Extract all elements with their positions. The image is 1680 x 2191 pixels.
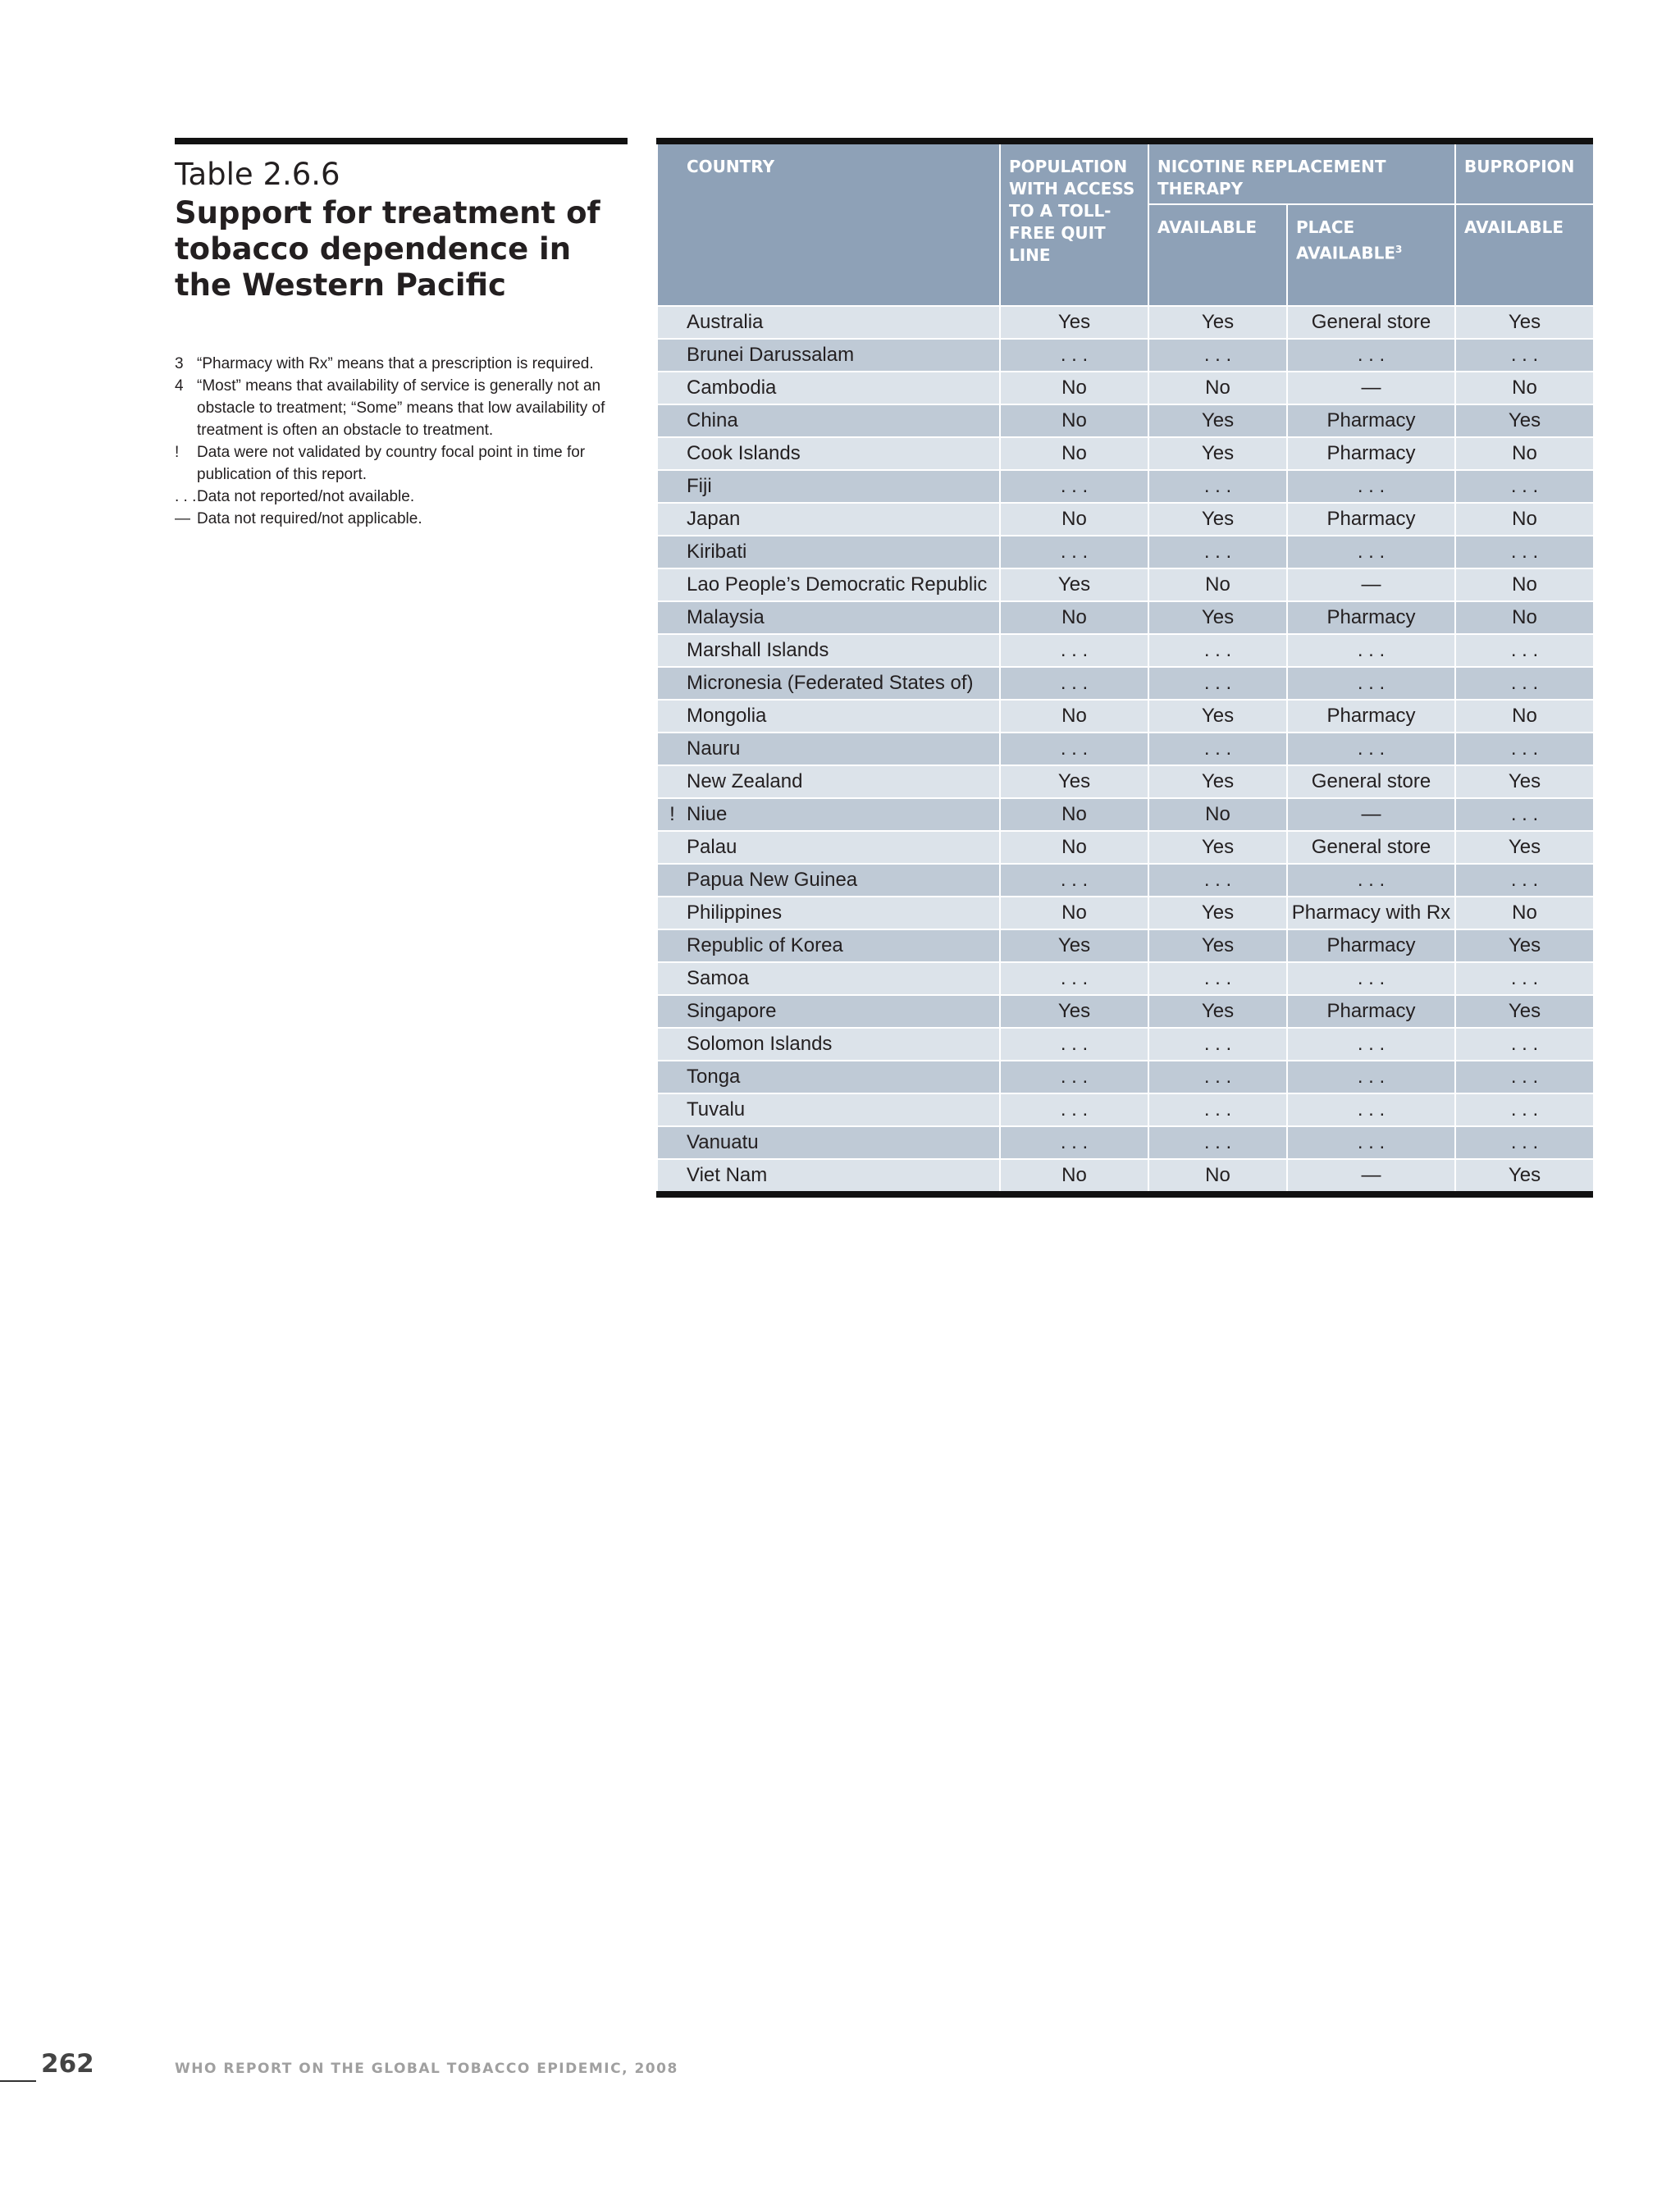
nrt-place-cell: . . . <box>1287 1028 1455 1061</box>
country-name: Singapore <box>687 1000 777 1022</box>
country-name: Cook Islands <box>687 442 801 464</box>
bupropion-cell: . . . <box>1455 470 1594 503</box>
footnote-text: “Pharmacy with Rx” means that a prescription is required. <box>197 355 594 372</box>
footnote <box>175 353 628 375</box>
country-cell <box>657 1061 1000 1093</box>
nrt-available-cell: Yes <box>1148 897 1287 929</box>
table-row <box>657 634 1594 667</box>
header-nrt-place-footnote: 3 <box>1395 244 1403 255</box>
nrt-place-cell: — <box>1287 568 1455 601</box>
bupropion-cell: No <box>1455 437 1594 470</box>
country-name: Tonga <box>687 1066 741 1088</box>
nrt-available-cell: . . . <box>1148 634 1287 667</box>
nrt-place-cell: . . . <box>1287 1061 1455 1093</box>
bupropion-cell: . . . <box>1455 634 1594 667</box>
nrt-available-cell: No <box>1148 798 1287 831</box>
header-country: COUNTRY <box>657 144 1000 306</box>
bupropion-cell: . . . <box>1455 536 1594 568</box>
country-cell <box>657 733 1000 765</box>
table-row <box>657 601 1594 634</box>
country-name: Lao People’s Democratic Republic <box>687 573 988 596</box>
report-title: WHO REPORT ON THE GLOBAL TOBACCO EPIDEMIC, 2008 <box>175 2061 678 2077</box>
nrt-available-cell: Yes <box>1148 503 1287 536</box>
country-cell <box>657 536 1000 568</box>
bupropion-cell: Yes <box>1455 1159 1594 1191</box>
country-cell <box>657 339 1000 372</box>
nrt-available-cell: . . . <box>1148 1126 1287 1159</box>
quitline-cell: Yes <box>1000 995 1148 1028</box>
bupropion-cell: Yes <box>1455 929 1594 962</box>
country-cell <box>657 962 1000 995</box>
nrt-available-cell: . . . <box>1148 667 1287 700</box>
header-nrt: NICOTINE REPLACEMENT THERAPY <box>1148 144 1455 204</box>
nrt-available-cell: Yes <box>1148 929 1287 962</box>
country-name: Tuvalu <box>687 1098 746 1121</box>
table-row <box>657 339 1594 372</box>
table-row <box>657 1159 1594 1191</box>
footnote <box>175 508 628 530</box>
quitline-cell: No <box>1000 404 1148 437</box>
table-row <box>657 404 1594 437</box>
country-name: Nauru <box>687 737 741 760</box>
bupropion-cell: . . . <box>1455 339 1594 372</box>
country-cell <box>657 437 1000 470</box>
quitline-cell: Yes <box>1000 765 1148 798</box>
footnote-mark: 4 <box>175 377 184 395</box>
table-row <box>657 568 1594 601</box>
table-title: Support for treatment of tobacco dependence in the Western Pacific <box>175 195 600 303</box>
quitline-cell: No <box>1000 798 1148 831</box>
bupropion-cell: Yes <box>1455 306 1594 339</box>
table-row <box>657 733 1594 765</box>
table-row <box>657 962 1594 995</box>
nrt-available-cell: . . . <box>1148 1028 1287 1061</box>
table-row <box>657 667 1594 700</box>
footnote-text: Data were not validated by country focal point in time for publication of this report. <box>197 444 586 483</box>
quitline-cell: No <box>1000 897 1148 929</box>
nrt-place-cell: — <box>1287 1159 1455 1191</box>
quitline-cell: No <box>1000 1159 1148 1191</box>
bupropion-cell: Yes <box>1455 831 1594 864</box>
nrt-available-cell: . . . <box>1148 470 1287 503</box>
table-row <box>657 831 1594 864</box>
quitline-cell: . . . <box>1000 864 1148 897</box>
quitline-cell: No <box>1000 831 1148 864</box>
country-name: Brunei Darussalam <box>687 344 855 366</box>
quitline-cell: . . . <box>1000 339 1148 372</box>
nrt-available-cell: Yes <box>1148 437 1287 470</box>
table-row <box>657 929 1594 962</box>
table-caption <box>175 138 628 530</box>
footnote-text: Data not required/not applicable. <box>197 510 422 527</box>
table-row <box>657 897 1594 929</box>
nrt-place-cell: — <box>1287 372 1455 404</box>
quitline-cell: . . . <box>1000 1126 1148 1159</box>
country-name: Samoa <box>687 967 750 989</box>
country-name: Niue <box>687 803 728 825</box>
nrt-place-cell: General store <box>1287 831 1455 864</box>
country-cell <box>657 1093 1000 1126</box>
bupropion-cell: No <box>1455 897 1594 929</box>
footnote <box>175 441 628 486</box>
nrt-place-cell: . . . <box>1287 733 1455 765</box>
bupropion-cell: No <box>1455 503 1594 536</box>
table-row <box>657 798 1594 831</box>
quitline-cell: Yes <box>1000 929 1148 962</box>
quitline-cell: No <box>1000 372 1148 404</box>
page-number-rule <box>0 2080 36 2082</box>
footnote-text: “Most” means that availability of service is generally not an obstacle to treatment; “Some” means that low availability of treatment is often an obstacle to treatment. <box>197 377 605 439</box>
country-cell <box>657 864 1000 897</box>
nrt-available-cell: Yes <box>1148 831 1287 864</box>
country-cell <box>657 568 1000 601</box>
nrt-available-cell: No <box>1148 568 1287 601</box>
footnote-mark: ! <box>175 444 180 461</box>
quitline-cell: . . . <box>1000 1028 1148 1061</box>
table-top-rule <box>656 138 1593 144</box>
nrt-available-cell: . . . <box>1148 962 1287 995</box>
table-row <box>657 470 1594 503</box>
country-cell <box>657 667 1000 700</box>
footnote <box>175 486 628 508</box>
nrt-place-cell: . . . <box>1287 864 1455 897</box>
country-cell <box>657 1126 1000 1159</box>
country-cell <box>657 404 1000 437</box>
country-name: Marshall Islands <box>687 639 829 661</box>
nrt-place-cell: . . . <box>1287 962 1455 995</box>
quitline-cell: No <box>1000 601 1148 634</box>
country-cell <box>657 601 1000 634</box>
bupropion-cell: No <box>1455 601 1594 634</box>
table-row <box>657 1061 1594 1093</box>
header-nrt-place <box>1287 204 1455 306</box>
bupropion-cell: . . . <box>1455 733 1594 765</box>
footnote-mark: 3 <box>175 355 184 372</box>
country-name: Philippines <box>687 902 783 924</box>
nrt-place-cell: Pharmacy <box>1287 437 1455 470</box>
nrt-place-cell: General store <box>1287 765 1455 798</box>
country-name: Vanuatu <box>687 1131 759 1153</box>
quitline-cell: Yes <box>1000 306 1148 339</box>
country-cell <box>657 700 1000 733</box>
bupropion-cell: Yes <box>1455 765 1594 798</box>
quitline-cell: . . . <box>1000 1061 1148 1093</box>
bupropion-cell: No <box>1455 700 1594 733</box>
country-name: Solomon Islands <box>687 1033 833 1055</box>
country-name: New Zealand <box>687 770 803 792</box>
nrt-place-cell: Pharmacy with Rx <box>1287 897 1455 929</box>
nrt-available-cell: . . . <box>1148 1061 1287 1093</box>
nrt-available-cell: . . . <box>1148 864 1287 897</box>
header-population-quitline: POPULATION WITH ACCESS TO A TOLL-FREE QUIT LINE <box>1000 144 1148 306</box>
nrt-available-cell: . . . <box>1148 1093 1287 1126</box>
footnote-text: Data not reported/not available. <box>197 488 415 505</box>
country-cell <box>657 929 1000 962</box>
country-cell <box>657 634 1000 667</box>
nrt-available-cell: Yes <box>1148 601 1287 634</box>
table-row <box>657 372 1594 404</box>
bupropion-cell: . . . <box>1455 667 1594 700</box>
table-row <box>657 1126 1594 1159</box>
country-name: Malaysia <box>687 606 765 628</box>
nrt-available-cell: . . . <box>1148 733 1287 765</box>
footnotes <box>175 353 628 530</box>
nrt-available-cell: . . . <box>1148 339 1287 372</box>
bupropion-cell: Yes <box>1455 995 1594 1028</box>
footnote-mark: — <box>175 510 190 527</box>
nrt-place-cell: . . . <box>1287 470 1455 503</box>
quitline-cell: . . . <box>1000 962 1148 995</box>
nrt-available-cell: . . . <box>1148 536 1287 568</box>
page-number: 262 <box>41 2049 94 2079</box>
quitline-cell: . . . <box>1000 733 1148 765</box>
bupropion-cell: . . . <box>1455 1061 1594 1093</box>
quitline-cell: No <box>1000 437 1148 470</box>
country-name: China <box>687 409 738 431</box>
country-cell <box>657 1028 1000 1061</box>
country-cell <box>657 503 1000 536</box>
bupropion-cell: . . . <box>1455 864 1594 897</box>
header-nrt-available: AVAILABLE <box>1148 204 1287 306</box>
table-row <box>657 765 1594 798</box>
country-cell <box>657 470 1000 503</box>
bupropion-cell: No <box>1455 372 1594 404</box>
nrt-place-cell: Pharmacy <box>1287 995 1455 1028</box>
country-name: Papua New Guinea <box>687 869 858 891</box>
bupropion-cell: . . . <box>1455 798 1594 831</box>
table-row <box>657 536 1594 568</box>
bupropion-cell: . . . <box>1455 1028 1594 1061</box>
bupropion-cell: Yes <box>1455 404 1594 437</box>
country-name: Micronesia (Federated States of) <box>687 672 974 694</box>
nrt-available-cell: Yes <box>1148 995 1287 1028</box>
footnote-mark: . . . <box>175 488 197 505</box>
table-row <box>657 503 1594 536</box>
data-table <box>656 138 1593 1198</box>
country-name: Kiribati <box>687 541 747 563</box>
table-row <box>657 995 1594 1028</box>
nrt-place-cell: . . . <box>1287 1093 1455 1126</box>
validation-flag: ! <box>669 803 675 825</box>
table-row <box>657 306 1594 339</box>
country-cell <box>657 306 1000 339</box>
country-cell <box>657 765 1000 798</box>
bupropion-cell: . . . <box>1455 1126 1594 1159</box>
country-cell <box>657 372 1000 404</box>
country-cell <box>657 831 1000 864</box>
country-name: Fiji <box>687 475 712 497</box>
header-nrt-place-label: PLACE AVAILABLE <box>1296 217 1396 263</box>
table-bottom-rule <box>656 1191 1593 1198</box>
country-name: Australia <box>687 311 764 333</box>
table-row <box>657 1093 1594 1126</box>
quitline-cell: No <box>1000 503 1148 536</box>
nrt-available-cell: Yes <box>1148 700 1287 733</box>
quitline-cell: . . . <box>1000 1093 1148 1126</box>
quitline-cell: . . . <box>1000 470 1148 503</box>
quitline-cell: . . . <box>1000 536 1148 568</box>
nrt-place-cell: Pharmacy <box>1287 929 1455 962</box>
nrt-place-cell: Pharmacy <box>1287 503 1455 536</box>
nrt-place-cell: Pharmacy <box>1287 404 1455 437</box>
country-cell <box>657 798 1000 831</box>
nrt-available-cell: Yes <box>1148 404 1287 437</box>
nrt-available-cell: Yes <box>1148 306 1287 339</box>
country-name: Japan <box>687 508 741 530</box>
country-cell <box>657 1159 1000 1191</box>
country-name: Palau <box>687 836 737 858</box>
nrt-place-cell: Pharmacy <box>1287 700 1455 733</box>
bupropion-cell: No <box>1455 568 1594 601</box>
table-row <box>657 437 1594 470</box>
quitline-cell: Yes <box>1000 568 1148 601</box>
bupropion-cell: . . . <box>1455 1093 1594 1126</box>
nrt-place-cell: . . . <box>1287 339 1455 372</box>
title-rule <box>175 138 628 144</box>
nrt-available-cell: No <box>1148 372 1287 404</box>
country-name: Cambodia <box>687 377 777 399</box>
nrt-place-cell: . . . <box>1287 536 1455 568</box>
table-row <box>657 700 1594 733</box>
footnote <box>175 375 628 441</box>
header-bupropion: BUPROPION <box>1455 144 1594 204</box>
bupropion-cell: . . . <box>1455 962 1594 995</box>
nrt-place-cell: . . . <box>1287 1126 1455 1159</box>
nrt-place-cell: General store <box>1287 306 1455 339</box>
table-row <box>657 1028 1594 1061</box>
country-name: Mongolia <box>687 705 767 727</box>
header-bupropion-available: AVAILABLE <box>1455 204 1594 306</box>
table-number: Table 2.6.6 <box>175 157 340 192</box>
nrt-available-cell: No <box>1148 1159 1287 1191</box>
country-name: Republic of Korea <box>687 934 843 956</box>
nrt-place-cell: . . . <box>1287 634 1455 667</box>
country-cell <box>657 995 1000 1028</box>
table-row <box>657 864 1594 897</box>
page-footer <box>0 2049 738 2082</box>
nrt-place-cell: . . . <box>1287 667 1455 700</box>
nrt-place-cell: — <box>1287 798 1455 831</box>
quitline-cell: . . . <box>1000 634 1148 667</box>
country-cell <box>657 897 1000 929</box>
quitline-cell: . . . <box>1000 667 1148 700</box>
country-name: Viet Nam <box>687 1164 768 1186</box>
quitline-cell: No <box>1000 700 1148 733</box>
nrt-available-cell: Yes <box>1148 765 1287 798</box>
nrt-place-cell: Pharmacy <box>1287 601 1455 634</box>
